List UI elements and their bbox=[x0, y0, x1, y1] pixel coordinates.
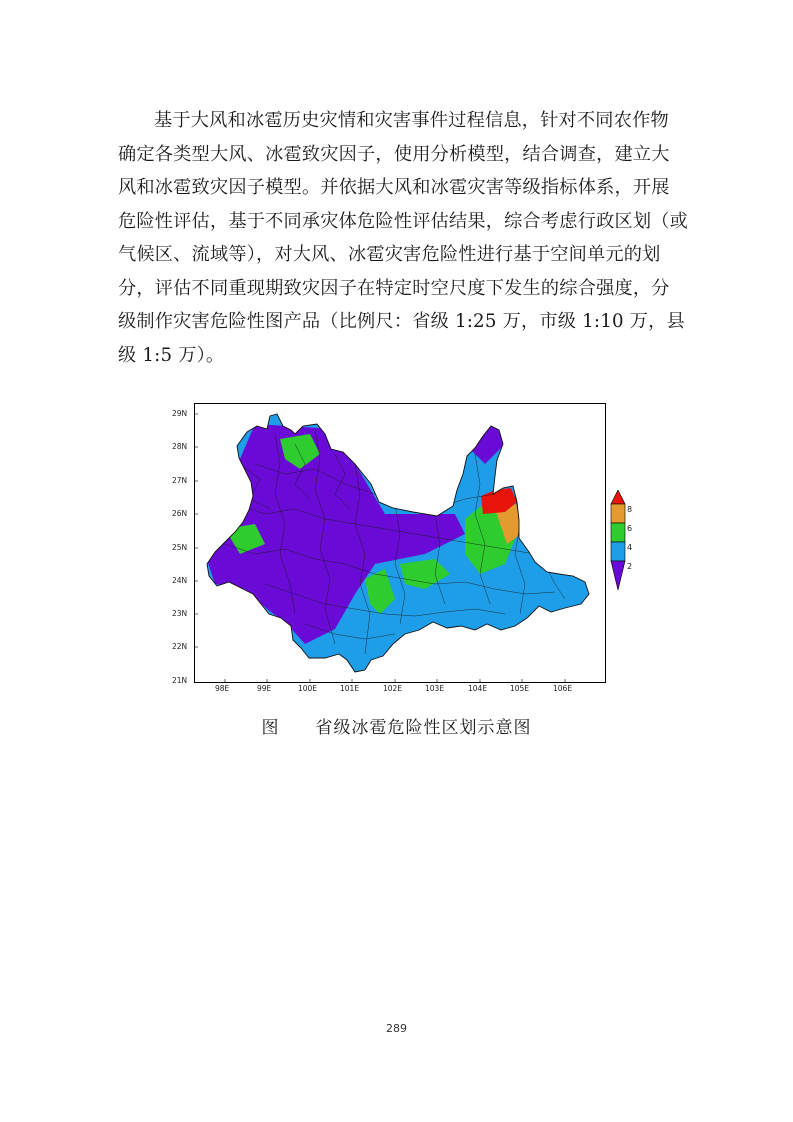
paragraph-line: 危险性评估，基于不同承灾体危险性评估结果，综合考虑行政区划（或 bbox=[118, 210, 689, 232]
lon-tick-label: 99E bbox=[257, 684, 272, 693]
body-paragraph bbox=[118, 104, 689, 372]
figure-caption-prefix: 图 bbox=[261, 718, 280, 738]
hazard-map-canvas bbox=[195, 404, 605, 682]
lat-tick-label: 24N bbox=[172, 576, 188, 585]
legend-label: 4 bbox=[627, 543, 633, 552]
legend-swatch-blue bbox=[611, 542, 625, 561]
lat-tick-label: 28N bbox=[172, 442, 188, 451]
lon-tick-label: 106E bbox=[553, 684, 573, 693]
paragraph-line: 风和冰雹致灾因子模型。并依据大风和冰雹灾害等级指标体系，开展 bbox=[118, 177, 670, 198]
lat-tick-label: 27N bbox=[172, 476, 188, 485]
hazard-zones bbox=[195, 404, 605, 682]
paragraph-line: 确定各类型大风、冰雹致灾因子，使用分析模型，结合调查，建立大 bbox=[118, 143, 670, 165]
lat-tick-label: 21N bbox=[172, 676, 188, 685]
legend-label: 6 bbox=[627, 524, 633, 533]
lon-tick-label: 105E bbox=[510, 684, 530, 693]
lon-tick-label: 101E bbox=[340, 684, 360, 693]
paragraph-line: 级制作灾害危险性图产品（比例尺：省级 1:25 万，市级 1:10 万，县 bbox=[118, 311, 685, 332]
paragraph-line: 基于大风和冰雹历史灾情和灾害事件过程信息，针对不同农作物 bbox=[154, 110, 669, 131]
legend-label: 2 bbox=[627, 562, 633, 571]
lon-tick-label: 102E bbox=[383, 684, 403, 693]
lat-tick-label: 25N bbox=[172, 543, 188, 552]
hail-hazard-map-figure bbox=[194, 403, 606, 683]
legend-swatch-green bbox=[611, 523, 625, 542]
paragraph-line: 气候区、流域等），对大风、冰雹灾害危险性进行基于空间单元的划 bbox=[118, 244, 661, 265]
lat-tick-label: 29N bbox=[172, 409, 188, 418]
figure-caption bbox=[0, 713, 793, 738]
legend-swatch-orange bbox=[611, 504, 625, 523]
legend-swatch-red bbox=[611, 490, 625, 504]
legend-swatch-violet bbox=[611, 561, 625, 590]
lat-tick-label: 22N bbox=[172, 642, 188, 651]
legend-label: 8 bbox=[627, 505, 633, 514]
lon-tick-label: 103E bbox=[425, 684, 445, 693]
paragraph-line: 级 1:5 万）。 bbox=[118, 344, 225, 366]
lat-tick-label: 23N bbox=[172, 609, 188, 618]
lon-tick-label: 104E bbox=[468, 684, 488, 693]
page-number: 289 bbox=[386, 1022, 407, 1035]
lon-tick-label: 98E bbox=[215, 684, 230, 693]
figure-caption-title: 省级冰雹危险性区划示意图 bbox=[315, 718, 532, 738]
lat-tick-label: 26N bbox=[172, 509, 188, 518]
lon-tick-label: 100E bbox=[298, 684, 318, 693]
paragraph-line: 分，评估不同重现期致灾因子在特定时空尺度下发生的综合强度，分 bbox=[118, 277, 670, 299]
legend-colorbar bbox=[608, 490, 628, 594]
